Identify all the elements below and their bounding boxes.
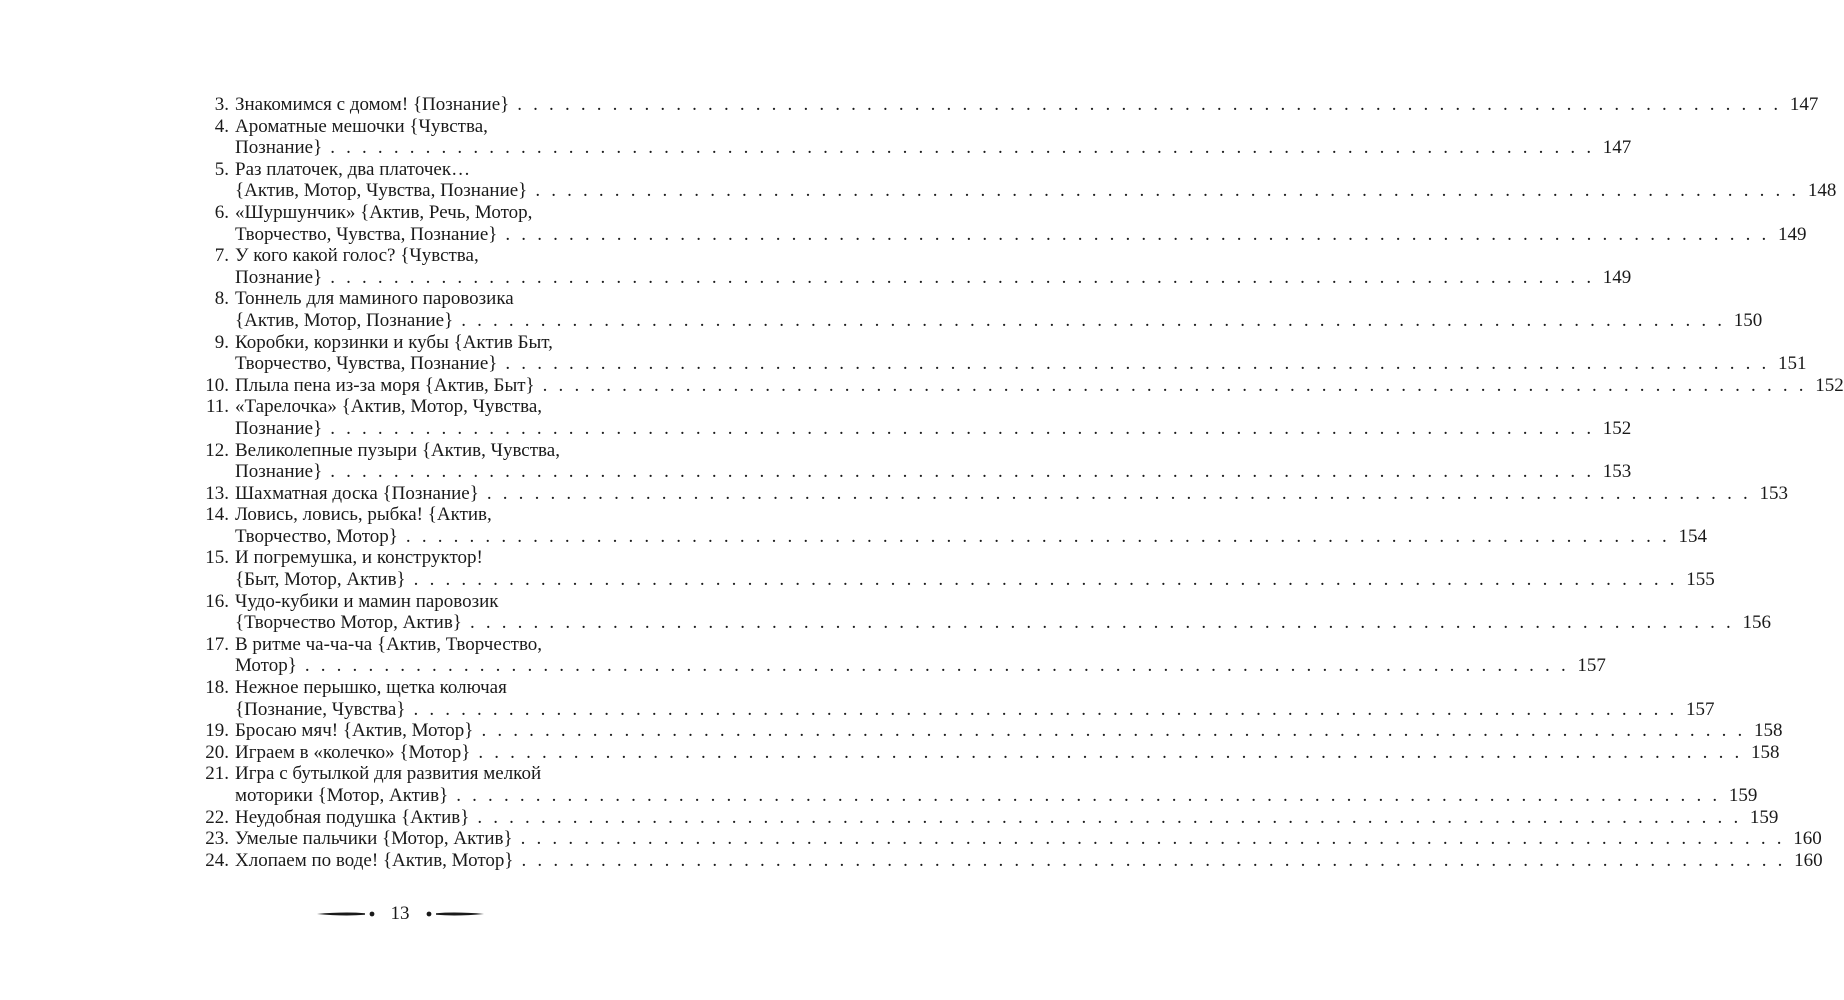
- toc-entry-line: [196, 309, 1763, 332]
- toc-entry-line: [196, 482, 1788, 505]
- entry-page-number[interactable]: 159: [1728, 785, 1758, 806]
- toc-entry[interactable]: [196, 806, 1779, 829]
- entry-title: {Актив, Мотор, Познание}: [235, 309, 454, 331]
- entry-number: 24.: [205, 849, 229, 871]
- entry-number: 8.: [214, 288, 229, 310]
- page-footer: [0, 900, 800, 928]
- entry-page-number[interactable]: 158: [1750, 741, 1780, 763]
- entry-number: 5.: [214, 158, 229, 180]
- dot-leader: . . . . . . . . . . . . . . . . . . . . . . . . . . . . . . . . . . . . . . . . . . . . . . . . . . . . . . . . . . . . . . . . . . . . . . . . . . . . . . . .: [535, 180, 1800, 202]
- dot-leader: . . . . . . . . . . . . . . . . . . . . . . . . . . . . . . . . . . . . . . . . . . . . . . . . . . . . . . . . . . . . . . . . . . . . . . . . . . . . . . . .: [521, 849, 1786, 871]
- toc-entry-line: [196, 461, 1632, 483]
- dot-leader: . . . . . . . . . . . . . . . . . . . . . . . . . . . . . . . . . . . . . . . . . . . . . . . . . . . . . . . . . . . . . . . . . . . . . . . . . . . . . . . .: [330, 417, 1595, 439]
- entry-title: Ароматные мешочки {Чувства,: [235, 115, 488, 137]
- entry-title: В ритме ча-ча-ча {Актив, Творчество,: [235, 633, 543, 655]
- toc-entry[interactable]: [196, 201, 1807, 245]
- toc-entry-line: [196, 202, 670, 224]
- entry-page-number[interactable]: 159: [1749, 806, 1779, 828]
- entry-page-number[interactable]: 157: [1686, 698, 1715, 720]
- toc-entry-line: [196, 440, 670, 462]
- entry-page-number[interactable]: 153: [1759, 482, 1788, 504]
- toc-entry-line: [196, 266, 1632, 289]
- page-number: 13: [390, 903, 410, 924]
- toc-entry[interactable]: [196, 720, 1783, 742]
- entry-title: «Тарелочка» {Актив, Мотор, Чувства,: [235, 396, 543, 418]
- toc-entry-line: [196, 612, 1771, 634]
- entry-title: Мотор}: [235, 655, 297, 677]
- entry-page-number[interactable]: 156: [1742, 612, 1771, 634]
- toc-entry-line: [196, 569, 1715, 591]
- entry-title: {Познание, Чувства}: [235, 698, 406, 720]
- toc-entry[interactable]: [196, 633, 1606, 677]
- toc-entry-line: [196, 677, 670, 699]
- entry-page-number[interactable]: 152: [1602, 417, 1632, 439]
- toc-entry[interactable]: [196, 504, 1707, 547]
- toc-entry[interactable]: [196, 439, 1632, 483]
- toc-entry[interactable]: [196, 94, 1819, 116]
- toc-entry-line: [196, 116, 670, 138]
- entry-title: Познание}: [235, 417, 323, 439]
- entry-title: моторики {Мотор, Актив}: [235, 785, 449, 806]
- toc-entry[interactable]: [196, 158, 1837, 202]
- toc-entry[interactable]: [196, 590, 1771, 634]
- entry-page-number[interactable]: 147: [1789, 94, 1819, 115]
- entry-title: Коробки, корзинки и кубы {Актив Быт,: [235, 331, 553, 353]
- toc-entry-line: [196, 159, 670, 181]
- entry-title: Творчество, Чувства, Познание}: [235, 353, 498, 375]
- dot-leader: . . . . . . . . . . . . . . . . . . . . . . . . . . . . . . . . . . . . . . . . . . . . . . . . . . . . . . . . . . . . . . . . . . . . . . . . . . . . . . . .: [481, 720, 1746, 742]
- entry-title: Познание}: [235, 461, 323, 483]
- toc-entry-line: [196, 245, 670, 267]
- toc-entry-line: [196, 288, 670, 310]
- toc-entry[interactable]: [196, 828, 1822, 850]
- entry-title: Бросаю мяч! {Актив, Мотор}: [235, 720, 474, 742]
- dot-leader: . . . . . . . . . . . . . . . . . . . . . . . . . . . . . . . . . . . . . . . . . . . . . . . . . . . . . . . . . . . . . . . . . . . . . . . . . . . . . . . .: [304, 655, 1569, 677]
- dot-leader: . . . . . . . . . . . . . . . . . . . . . . . . . . . . . . . . . . . . . . . . . . . . . . . . . . . . . . . . . . . . . . . . . . . . . . . . . . . . . . . .: [478, 741, 1743, 763]
- toc-entry-line: [196, 828, 1822, 850]
- dot-leader: . . . . . . . . . . . . . . . . . . . . . . . . . . . . . . . . . . . . . . . . . . . . . . . . . . . . . . . . . . . . . . . . . . . . . . . . . . . . . . . .: [413, 698, 1678, 720]
- entry-title: Умелые пальчики {Мотор, Актив}: [235, 828, 513, 850]
- entry-number: 14.: [205, 504, 229, 526]
- toc-entry-line: [196, 94, 1819, 116]
- dot-leader: . . . . . . . . . . . . . . . . . . . . . . . . . . . . . . . . . . . . . . . . . . . . . . . . . . . . . . . . . . . . . . . . . . . . . . . . . . . . . . . .: [330, 461, 1595, 483]
- dot-leader: . . . . . . . . . . . . . . . . . . . . . . . . . . . . . . . . . . . . . . . . . . . . . . . . . . . . . . . . . . . . . . . . . . . . . . . . . . . . . . . .: [330, 266, 1595, 288]
- entry-page-number[interactable]: 147: [1602, 137, 1632, 159]
- entry-title: {Творчество Мотор, Актив}: [235, 612, 462, 634]
- toc-entry-line: [196, 396, 670, 418]
- toc-entry-line: [196, 504, 670, 526]
- entry-number: 20.: [205, 741, 229, 763]
- toc-entry-line: [196, 655, 1606, 677]
- dot-leader: . . . . . . . . . . . . . . . . . . . . . . . . . . . . . . . . . . . . . . . . . . . . . . . . . . . . . . . . . . . . . . . . . . . . . . . . . . . . . . . .: [517, 94, 1782, 115]
- left-ornament-icon: [315, 909, 377, 919]
- entry-page-number[interactable]: 151: [1777, 353, 1807, 375]
- dot-leader: . . . . . . . . . . . . . . . . . . . . . . . . . . . . . . . . . . . . . . . . . . . . . . . . . . . . . . . . . . . . . . . . . . . . . . . . . . . . . . . .: [330, 137, 1595, 159]
- entry-page-number[interactable]: 152: [1815, 374, 1844, 396]
- entry-title: Ловись, ловись, рыбка! {Актив,: [235, 504, 492, 526]
- toc-entry[interactable]: [196, 288, 1763, 331]
- toc-entry-line: [196, 720, 1783, 742]
- entry-title: Игра с бутылкой для развития мелкой: [235, 763, 542, 785]
- entry-number: 16.: [205, 590, 229, 612]
- entry-page-number[interactable]: 148: [1807, 180, 1837, 202]
- toc-entry-line: [196, 417, 1632, 440]
- dot-leader: . . . . . . . . . . . . . . . . . . . . . . . . . . . . . . . . . . . . . . . . . . . . . . . . . . . . . . . . . . . . . . . . . . . . . . . . . . . . . . . .: [505, 223, 1770, 245]
- toc-entry-line: [196, 806, 1779, 829]
- toc-entry-line: [196, 785, 1758, 807]
- entry-number: 11.: [205, 396, 229, 418]
- entry-title: Неудобная подушка {Актив}: [235, 806, 470, 828]
- entry-page-number[interactable]: 158: [1754, 720, 1783, 742]
- toc-entry-line: [196, 698, 1715, 721]
- toc-entry[interactable]: [196, 482, 1788, 505]
- toc-entry[interactable]: [196, 115, 1632, 159]
- entry-page-number[interactable]: 149: [1602, 266, 1632, 288]
- entry-page-number[interactable]: 157: [1577, 655, 1606, 677]
- entry-title: Творчество, Чувства, Познание}: [235, 223, 498, 245]
- entry-title: Раз платочек, два платочек…: [235, 158, 471, 180]
- toc-entry-line: [196, 137, 1632, 159]
- entry-page-number[interactable]: 160: [1794, 849, 1823, 871]
- dot-leader: . . . . . . . . . . . . . . . . . . . . . . . . . . . . . . . . . . . . . . . . . . . . . . . . . . . . . . . . . . . . . . . . . . . . . . . . . . . . . . . .: [413, 569, 1678, 591]
- entry-number: 13.: [205, 482, 229, 504]
- toc-entry-line: [196, 547, 670, 569]
- entry-number: 3.: [214, 94, 229, 115]
- entry-title: Знакомимся с домом! {Познание}: [235, 94, 510, 115]
- toc-entry[interactable]: [196, 677, 1715, 720]
- entry-page-number[interactable]: 153: [1602, 461, 1632, 483]
- entry-title: «Шуршунчик» {Актив, Речь, Мотор,: [235, 201, 533, 223]
- dot-leader: . . . . . . . . . . . . . . . . . . . . . . . . . . . . . . . . . . . . . . . . . . . . . . . . . . . . . . . . . . . . . . . . . . . . . . . . . . . . . . . .: [469, 612, 1734, 634]
- toc-entry-line: [196, 763, 670, 785]
- entry-title: Познание}: [235, 137, 323, 159]
- entry-number: 23.: [205, 828, 229, 850]
- entry-number: 18.: [205, 677, 229, 699]
- entry-title: {Актив, Мотор, Чувства, Познание}: [235, 180, 528, 202]
- entry-title: Тоннель для маминого паровозика: [235, 288, 514, 310]
- entry-number: 12.: [205, 439, 229, 461]
- entry-title: Шахматная доска {Познание}: [235, 482, 479, 504]
- toc-entry-line: [196, 374, 1844, 397]
- entry-number: 22.: [205, 806, 229, 828]
- entry-number: 17.: [205, 633, 229, 655]
- entry-number: 9.: [214, 331, 229, 353]
- entry-number: 15.: [205, 547, 229, 569]
- right-ornament-icon: [424, 909, 486, 919]
- toc-entry[interactable]: [196, 763, 1758, 806]
- toc-entry[interactable]: [196, 741, 1780, 764]
- entry-title: И погремушка, и конструктор!: [235, 547, 483, 569]
- dot-leader: . . . . . . . . . . . . . . . . . . . . . . . . . . . . . . . . . . . . . . . . . . . . . . . . . . . . . . . . . . . . . . . . . . . . . . . . . . . . . . . .: [405, 525, 1670, 547]
- entry-number: 10.: [205, 374, 229, 396]
- entry-page-number[interactable]: 149: [1777, 223, 1807, 245]
- entry-title: Чудо-кубики и мамин паровозик: [235, 590, 499, 612]
- entry-number: 19.: [205, 720, 229, 742]
- entry-page-number[interactable]: 154: [1678, 525, 1707, 547]
- toc-entry-line: [196, 353, 1807, 375]
- dot-leader: . . . . . . . . . . . . . . . . . . . . . . . . . . . . . . . . . . . . . . . . . . . . . . . . . . . . . . . . . . . . . . . . . . . . . . . . . . . . . . . .: [542, 374, 1807, 396]
- entry-title: У кого какой голос? {Чувства,: [235, 245, 479, 267]
- entry-title: Познание}: [235, 266, 323, 288]
- entry-number: 6.: [214, 201, 229, 223]
- toc-entry[interactable]: [196, 331, 1807, 375]
- entry-title: Нежное перышко, щетка колючая: [235, 677, 507, 699]
- dot-leader: . . . . . . . . . . . . . . . . . . . . . . . . . . . . . . . . . . . . . . . . . . . . . . . . . . . . . . . . . . . . . . . . . . . . . . . . . . . . . . . .: [477, 806, 1742, 828]
- dot-leader: . . . . . . . . . . . . . . . . . . . . . . . . . . . . . . . . . . . . . . . . . . . . . . . . . . . . . . . . . . . . . . . . . . . . . . . . . . . . . . . .: [456, 785, 1721, 806]
- dot-leader: . . . . . . . . . . . . . . . . . . . . . . . . . . . . . . . . . . . . . . . . . . . . . . . . . . . . . . . . . . . . . . . . . . . . . . . . . . . . . . . .: [461, 309, 1726, 331]
- table-of-contents: [196, 94, 1844, 871]
- toc-entry-line: [196, 849, 1823, 872]
- toc-entry-line: [196, 223, 1807, 246]
- entry-number: 21.: [205, 763, 229, 785]
- entry-title: {Быт, Мотор, Актив}: [235, 569, 406, 591]
- dot-leader: . . . . . . . . . . . . . . . . . . . . . . . . . . . . . . . . . . . . . . . . . . . . . . . . . . . . . . . . . . . . . . . . . . . . . . . . . . . . . . . .: [486, 482, 1751, 504]
- entry-page-number[interactable]: 150: [1733, 309, 1763, 331]
- toc-entry-line: [196, 591, 670, 613]
- entry-page-number[interactable]: 155: [1686, 569, 1715, 591]
- toc-entry-line: [196, 525, 1707, 548]
- entry-page-number[interactable]: 160: [1793, 828, 1822, 850]
- entry-title: Хлопаем по воде! {Актив, Мотор}: [235, 849, 514, 871]
- dot-leader: . . . . . . . . . . . . . . . . . . . . . . . . . . . . . . . . . . . . . . . . . . . . . . . . . . . . . . . . . . . . . . . . . . . . . . . . . . . . . . . .: [505, 353, 1770, 375]
- toc-entry[interactable]: [196, 849, 1823, 872]
- toc-entry[interactable]: [196, 547, 1715, 591]
- entry-title: Плыла пена из-за моря {Актив, Быт}: [235, 374, 535, 396]
- toc-entry[interactable]: [196, 396, 1632, 439]
- toc-entry-line: [196, 332, 670, 354]
- entry-title: Великолепные пузыри {Актив, Чувства,: [235, 439, 560, 461]
- entry-title: Играем в «колечко» {Мотор}: [235, 741, 471, 763]
- entry-number: 4.: [214, 115, 229, 137]
- dot-leader: . . . . . . . . . . . . . . . . . . . . . . . . . . . . . . . . . . . . . . . . . . . . . . . . . . . . . . . . . . . . . . . . . . . . . . . . . . . . . . . .: [520, 828, 1785, 850]
- entry-title: Творчество, Мотор}: [235, 525, 398, 547]
- toc-entry-line: [196, 634, 670, 656]
- toc-entry[interactable]: [196, 245, 1632, 288]
- toc-entry-line: [196, 741, 1780, 764]
- toc-entry[interactable]: [196, 374, 1844, 397]
- entry-number: 7.: [214, 245, 229, 267]
- toc-entry-line: [196, 180, 1837, 202]
